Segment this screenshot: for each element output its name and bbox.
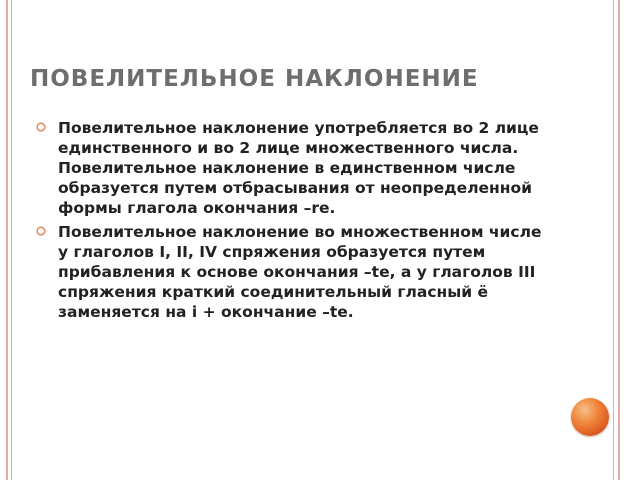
- slide-title: ПОВЕЛИТЕЛЬНОЕ НАКЛОНЕНИЕ: [30, 66, 479, 92]
- bullet-item: [36, 222, 556, 322]
- orange-orb-icon: [571, 398, 609, 436]
- bullet-text: Повелительное наклонение во множественном числе у глаголов I, II, IV спряжения образуется путем прибавления к основе окончания –te, а у глаголов III спряжения краткий соединительный гласный ё заменяется на i + окончание –te.: [58, 223, 542, 321]
- hollow-circle-icon: [36, 122, 46, 132]
- left-border-line-inner: [11, 0, 12, 480]
- left-border-line-outer: [6, 0, 8, 480]
- right-border-line-inner: [613, 0, 614, 480]
- bullet-list: [36, 118, 556, 326]
- bullet-item: [36, 118, 556, 218]
- bullet-text: Повелительное наклонение употребляется во 2 лице единственного и во 2 лице множественного числа. Повелительное наклонение в единственном числе образуется путем отбрасывания от неопределенной формы глагола окончания –re.: [58, 119, 539, 217]
- hollow-circle-icon: [36, 226, 46, 236]
- right-border-line-outer: [618, 0, 620, 480]
